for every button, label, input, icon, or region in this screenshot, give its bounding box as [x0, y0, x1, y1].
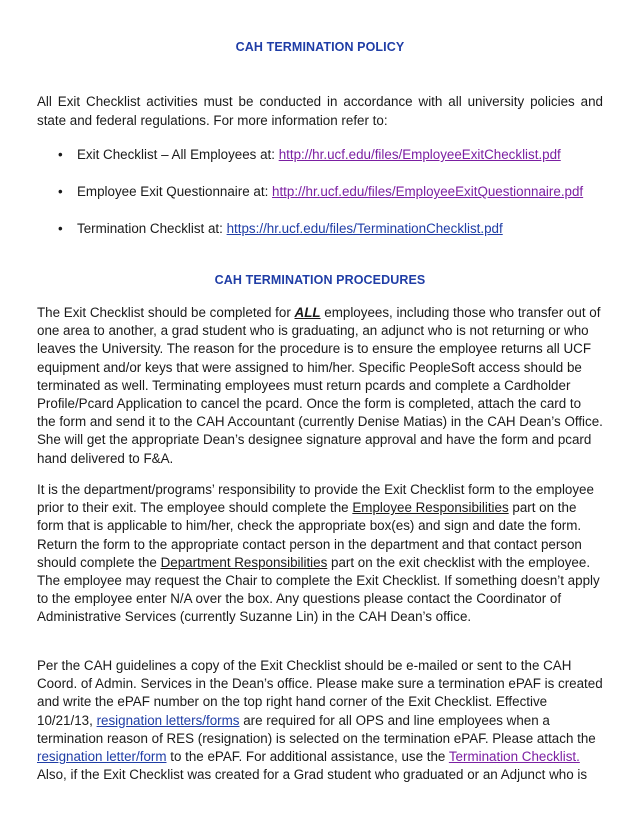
bullet-icon: •	[58, 221, 63, 236]
p2-text-b: part on the form that is applicable to him/her, check the appropriate box(es) and sign and date the form. Return the form to the appropriate contact person in the department and that contact person should complete the	[37, 500, 582, 570]
p3-text-c: to the ePAF. For additional assistance, use the	[166, 749, 449, 765]
termination-checklist-inline-link[interactable]: Termination Checklist.	[448, 749, 580, 765]
p1-text-b: employees, including those who transfer out of one area to another, a grad student who is graduating, an adjunct who is not returning or who leaves the University. The reason for the procedure is to ensure the employee returns all UCF equipment and/or keys that were assigned to him/her. Specific PeopleSoft access should be terminated as well. Terminating employees must return pcards and complete a Cardholder Profile/Pcard Application to cancel the pcard. Once the form is completed, attach the card to the form and send it to the CAH Accountant (currently Denise Matias) in the CAH Dean’s Office. She will get the appropriate Dean’s designee signature approval and have the form and pcard hand delivered to F&A.	[37, 305, 603, 466]
bullet-icon: •	[58, 184, 63, 199]
bullet-icon: •	[58, 147, 63, 162]
procedures-paragraph-1	[37, 304, 603, 468]
list-item-label: Exit Checklist – All Employees at:	[77, 147, 279, 162]
intro-paragraph: All Exit Checklist activities must be conducted in accordance with all university policies and state and federal regulations. For more information refer to:	[37, 94, 603, 128]
p3-text-a: Per the CAH guidelines a copy of the Exit Checklist should be e-mailed or sent to the CAH Coord. of Admin. Services in the Dean’s office. Please make sure a termination ePAF is created and write the ePAF number on the top right hand corner of the Exit Checklist. Effective 10/21/13,	[37, 658, 603, 728]
p3-text-d: Also, if the Exit Checklist was created for a Grad student who graduated or an Adjunct who is	[37, 767, 588, 783]
employee-responsibilities-term: Employee Responsibilities	[352, 500, 509, 516]
reference-list	[58, 145, 620, 256]
p1-text-a: The Exit Checklist should be completed for	[37, 305, 295, 320]
list-item-label: Employee Exit Questionnaire at:	[77, 184, 273, 199]
p2-text-c: part on the exit checklist with the employee. The employee may request the Chair to complete the Exit Checklist. If something doesn’t apply to the employee enter N/A over the box. Any questions please contact the Coordinator of Administrative Services (currently Suzanne Lin) in the CAH Dean’s office.	[37, 554, 600, 625]
p1-emphasis-all: ALL	[294, 305, 321, 320]
policy-title: CAH TERMINATION POLICY	[235, 40, 405, 54]
resignation-letters-forms-link[interactable]: resignation letters/forms	[96, 712, 240, 728]
procedures-title: CAH TERMINATION PROCEDURES	[214, 273, 426, 287]
procedures-paragraph-2	[37, 481, 603, 627]
list-item	[58, 219, 620, 256]
p2-text-a: It is the department/programs’ responsibility to provide the Exit Checklist form to the employee prior to their exit. The employee should complete the	[37, 482, 594, 516]
p3-text-b: are required for all OPS and line employees when a termination reason of RES (resignation) is selected on the termination ePAF. Please attach the	[37, 712, 596, 746]
department-responsibilities-term: Department Responsibilities	[160, 554, 328, 570]
resignation-letter-form-link[interactable]: resignation letter/form	[37, 749, 167, 765]
list-item	[58, 145, 620, 182]
procedures-paragraph-3	[37, 657, 603, 784]
exit-checklist-link[interactable]: http://hr.ucf.edu/files/EmployeeExitChecklist.pdf	[278, 147, 561, 162]
list-item-label: Termination Checklist at:	[77, 221, 227, 236]
exit-questionnaire-link[interactable]: http://hr.ucf.edu/files/EmployeeExitQuestionnaire.pdf	[272, 184, 584, 199]
list-item	[58, 182, 620, 219]
termination-checklist-link[interactable]: https://hr.ucf.edu/files/TerminationChecklist.pdf	[226, 221, 503, 236]
